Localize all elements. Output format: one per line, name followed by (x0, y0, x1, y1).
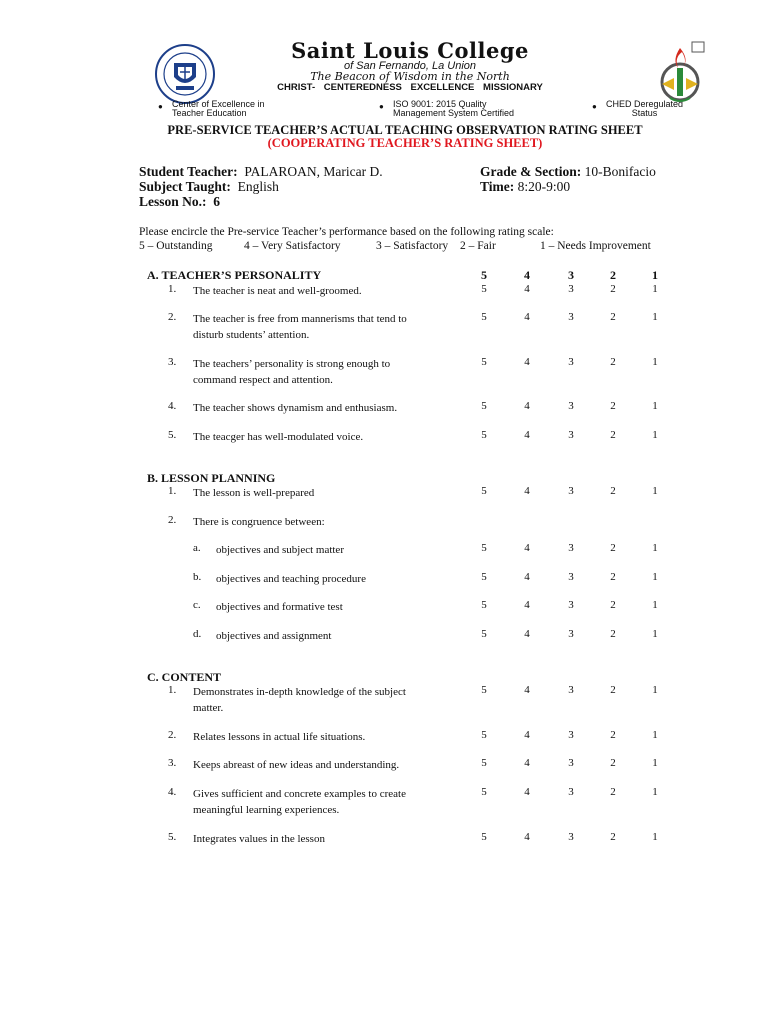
section-a-item-3-score-4[interactable]: 4 (524, 356, 530, 368)
section-b-item-1-score-4[interactable]: 4 (524, 485, 530, 497)
section-b-subitem-3-letter: c. (193, 599, 201, 611)
section-a-item-4-score-1[interactable]: 1 (652, 400, 658, 412)
section-a-item-1-score-4[interactable]: 4 (524, 283, 530, 295)
section-b-subitem-1-score-4[interactable]: 4 (524, 542, 530, 554)
section-a-item-1-score-3[interactable]: 3 (568, 283, 574, 295)
section-b-subitem-2-score-5[interactable]: 5 (481, 571, 487, 583)
section-b-subitem-1-score-1[interactable]: 1 (652, 542, 658, 554)
section-a-header-score-3: 3 (568, 268, 574, 282)
section-c-item-3-score-5[interactable]: 5 (481, 757, 487, 769)
section-a-item-2-number: 2. (168, 311, 177, 323)
section-a-item-1-number: 1. (168, 283, 177, 295)
section-c-item-3-score-2[interactable]: 2 (610, 757, 616, 769)
section-a-item-4-score-4[interactable]: 4 (524, 400, 530, 412)
section-a-item-1-text: The teacher is neat and well-groomed. (193, 285, 362, 297)
section-c-item-5-score-5[interactable]: 5 (481, 831, 487, 843)
section-b-item-1-number: 1. (168, 485, 177, 497)
section-b-subitem-3-score-5[interactable]: 5 (481, 599, 487, 611)
section-c-item-3-score-1[interactable]: 1 (652, 757, 658, 769)
cert-ched: ● CHED Deregulated Status (592, 99, 684, 118)
section-b-item-1-score-2[interactable]: 2 (610, 485, 616, 497)
section-c-item-5-number: 5. (168, 831, 177, 843)
section-a-item-2-score-4[interactable]: 4 (524, 311, 530, 323)
section-a-item-3-score-3[interactable]: 3 (568, 356, 574, 368)
section-c-item-1-score-5[interactable]: 5 (481, 684, 487, 696)
cert-iso: ● ISO 9001: 2015 Quality Management System Certified (379, 99, 515, 118)
section-c-item-1-score-2[interactable]: 2 (610, 684, 616, 696)
section-a-item-5-score-3[interactable]: 3 (568, 429, 574, 441)
student-teacher-field: Student Teacher: PALAROAN, Maricar D. (139, 164, 383, 179)
section-b-item-2-number: 2. (168, 514, 177, 526)
document-header (0, 0, 768, 125)
section-b-subitem-3-score-1[interactable]: 1 (652, 599, 658, 611)
section-b-subitem-1-score-5[interactable]: 5 (481, 542, 487, 554)
section-a-item-2-score-3[interactable]: 3 (568, 311, 574, 323)
section-c-item-1-text: Demonstrates in-depth knowledge of the subject (193, 686, 406, 698)
section-a-item-3-score-2[interactable]: 2 (610, 356, 616, 368)
section-b-subitem-4-score-2[interactable]: 2 (610, 628, 616, 640)
scale-2: 2 – Fair (460, 240, 496, 252)
section-b-subitem-4-letter: d. (193, 628, 202, 640)
section-a-item-4-score-5[interactable]: 5 (481, 400, 487, 412)
section-a-item-1-score-5[interactable]: 5 (481, 283, 487, 295)
scale-1: 1 – Needs Improvement (540, 240, 651, 252)
time-field: Time: 8:20-9:00 (480, 179, 571, 194)
section-b-item-1-score-3[interactable]: 3 (568, 485, 574, 497)
section-a-item-3-score-1[interactable]: 1 (652, 356, 658, 368)
education-emblem-icon (654, 38, 710, 108)
section-b-subitem-2-letter: b. (193, 571, 202, 583)
section-b-subitem-1-text: objectives and subject matter (216, 544, 344, 556)
lesson-field: Lesson No.: 6 (139, 194, 221, 209)
section-c-item-5-score-3[interactable]: 3 (568, 831, 574, 843)
section-a-item-4-score-2[interactable]: 2 (610, 400, 616, 412)
section-c-item-1-text-cont: matter. (193, 702, 224, 714)
section-a-item-3-text: The teachers’ personality is strong enough to (193, 358, 391, 370)
section-a-header-score-1: 1 (652, 268, 658, 282)
section-c-title: C. CONTENT (147, 670, 222, 684)
section-a-item-2-score-2[interactable]: 2 (610, 311, 616, 323)
subject-value: English (237, 179, 279, 194)
section-b-title: B. LESSON PLANNING (147, 471, 276, 485)
section-a-item-3-text-cont: command respect and attention. (193, 374, 333, 386)
time-value: 8:20-9:00 (517, 179, 571, 194)
college-seal-icon (154, 43, 216, 105)
grade-section-value: 10-Bonifacio (584, 164, 656, 179)
section-b-subitem-2-score-4[interactable]: 4 (524, 571, 530, 583)
section-a-item-5-number: 5. (168, 429, 177, 441)
section-b-subitem-1-score-3[interactable]: 3 (568, 542, 574, 554)
section-b-subitem-4-score-3[interactable]: 3 (568, 628, 574, 640)
section-b-subitem-3-score-2[interactable]: 2 (610, 599, 616, 611)
scale-5: 5 – Outstanding (139, 240, 213, 252)
section-c-item-4-text-cont: meaningful learning experiences. (193, 804, 340, 816)
section-a-item-3-score-5[interactable]: 5 (481, 356, 487, 368)
section-c-item-3-score-4[interactable]: 4 (524, 757, 530, 769)
section-b-subitem-4-score-1[interactable]: 1 (652, 628, 658, 640)
section-b-item-1-score-1[interactable]: 1 (652, 485, 658, 497)
section-a-item-1-score-2[interactable]: 2 (610, 283, 616, 295)
section-c-item-5-score-2[interactable]: 2 (610, 831, 616, 843)
section-a-item-3-number: 3. (168, 356, 177, 368)
section-a-item-4-text: The teacher shows dynamism and enthusiasm. (193, 402, 398, 414)
scale-4: 4 – Very Satisfactory (244, 240, 341, 252)
section-c-item-2-score-1[interactable]: 1 (652, 729, 658, 741)
section-a-item-5-score-4[interactable]: 4 (524, 429, 530, 441)
section-c-item-2-score-2[interactable]: 2 (610, 729, 616, 741)
section-a-item-4-score-3[interactable]: 3 (568, 400, 574, 412)
section-b-subitem-4-text: objectives and assignment (216, 630, 332, 642)
section-c-item-4-score-2[interactable]: 2 (610, 786, 616, 798)
bullet-icon: ● (592, 102, 597, 111)
cert-center-of-excellence: ● Center of Excellence in Teacher Education (158, 99, 265, 118)
section-a-item-5-score-5[interactable]: 5 (481, 429, 487, 441)
section-a-header-score-4: 4 (524, 268, 530, 282)
section-c-item-4-score-1[interactable]: 1 (652, 786, 658, 798)
section-a-header-score-2: 2 (610, 268, 616, 282)
section-c-item-4-score-5[interactable]: 5 (481, 786, 487, 798)
college-name: Saint Louis College (291, 38, 529, 63)
college-location: of San Fernando, La Union (343, 60, 477, 72)
section-c-item-2-score-5[interactable]: 5 (481, 729, 487, 741)
student-teacher-value: PALAROAN, Maricar D. (244, 164, 383, 179)
section-b-subitem-3-score-3[interactable]: 3 (568, 599, 574, 611)
sheet-title: PRE-SERVICE TEACHER’S ACTUAL TEACHING OBSERVATION RATING SHEET (167, 123, 643, 137)
section-c-item-1-score-3[interactable]: 3 (568, 684, 574, 696)
section-a-item-5-score-2[interactable]: 2 (610, 429, 616, 441)
section-a-title: A. TEACHER’S PERSONALITY (147, 268, 322, 282)
section-b-subitem-2-text: objectives and teaching procedure (216, 573, 366, 585)
section-c-item-1-score-4[interactable]: 4 (524, 684, 530, 696)
section-a-item-4-number: 4. (168, 400, 177, 412)
section-a-item-2-score-1[interactable]: 1 (652, 311, 658, 323)
section-c-item-1-number: 1. (168, 684, 177, 696)
section-a-item-5-score-1[interactable]: 1 (652, 429, 658, 441)
section-c-item-4-score-3[interactable]: 3 (568, 786, 574, 798)
section-c-item-4-number: 4. (168, 786, 177, 798)
section-b-item-2-text: There is congruence between: (193, 516, 325, 528)
section-b-item-1-text: The lesson is well-prepared (193, 487, 315, 499)
section-b-subitem-3-score-4[interactable]: 4 (524, 599, 530, 611)
subject-field: Subject Taught: English (139, 179, 279, 194)
section-a-item-2-score-5[interactable]: 5 (481, 311, 487, 323)
grade-section-field: Grade & Section: 10-Bonifacio (480, 164, 656, 179)
section-b-subitem-1-letter: a. (193, 542, 201, 554)
section-c-item-3-text: Keeps abreast of new ideas and understanding. (193, 759, 400, 771)
section-b-subitem-1-score-2[interactable]: 2 (610, 542, 616, 554)
section-c-item-1-score-1[interactable]: 1 (652, 684, 658, 696)
section-c-item-2-score-3[interactable]: 3 (568, 729, 574, 741)
section-c-item-2-number: 2. (168, 729, 177, 741)
bullet-icon: ● (379, 102, 384, 111)
section-b-subitem-2-score-3[interactable]: 3 (568, 571, 574, 583)
section-c-item-3-score-3[interactable]: 3 (568, 757, 574, 769)
section-b-subitem-2-score-1[interactable]: 1 (652, 571, 658, 583)
section-c-item-4-score-4[interactable]: 4 (524, 786, 530, 798)
section-c-item-5-score-4[interactable]: 4 (524, 831, 530, 843)
section-b-subitem-4-score-4[interactable]: 4 (524, 628, 530, 640)
section-c-item-2-text: Relates lessons in actual life situations. (193, 731, 366, 743)
section-b-subitem-2-score-2[interactable]: 2 (610, 571, 616, 583)
section-a-item-2-text-cont: disturb students’ attention. (193, 329, 310, 341)
section-b-item-1-score-5[interactable]: 5 (481, 485, 487, 497)
section-c-item-2-score-4[interactable]: 4 (524, 729, 530, 741)
section-c-item-5-score-1[interactable]: 1 (652, 831, 658, 843)
section-a-item-5-text: The teacger has well-modulated voice. (193, 431, 364, 443)
scale-3: 3 – Satisfactory (376, 240, 449, 252)
core-values: CHRIST- CENTEREDNESS EXCELLENCE MISSIONARY (277, 82, 543, 93)
section-a-item-2-text: The teacher is free from mannerisms that tend to (193, 313, 407, 325)
section-c-item-3-number: 3. (168, 757, 177, 769)
lesson-value: 6 (213, 194, 221, 209)
section-b-subitem-4-score-5[interactable]: 5 (481, 628, 487, 640)
bullet-icon: ● (158, 102, 163, 111)
section-b-subitem-3-text: objectives and formative test (216, 601, 343, 613)
section-a-item-1-score-1[interactable]: 1 (652, 283, 658, 295)
section-c-item-4-text: Gives sufficient and concrete examples to create (193, 788, 406, 800)
sheet-subtitle: (COOPERATING TEACHER’S RATING SHEET) (267, 136, 543, 150)
rating-instructions: Please encircle the Pre-service Teacher’s performance based on the following rating scale: (139, 226, 554, 238)
section-c-item-5-text: Integrates values in the lesson (193, 833, 325, 845)
section-a-header-score-5: 5 (481, 268, 487, 282)
college-motto: The Beacon of Wisdom in the North (310, 70, 510, 83)
